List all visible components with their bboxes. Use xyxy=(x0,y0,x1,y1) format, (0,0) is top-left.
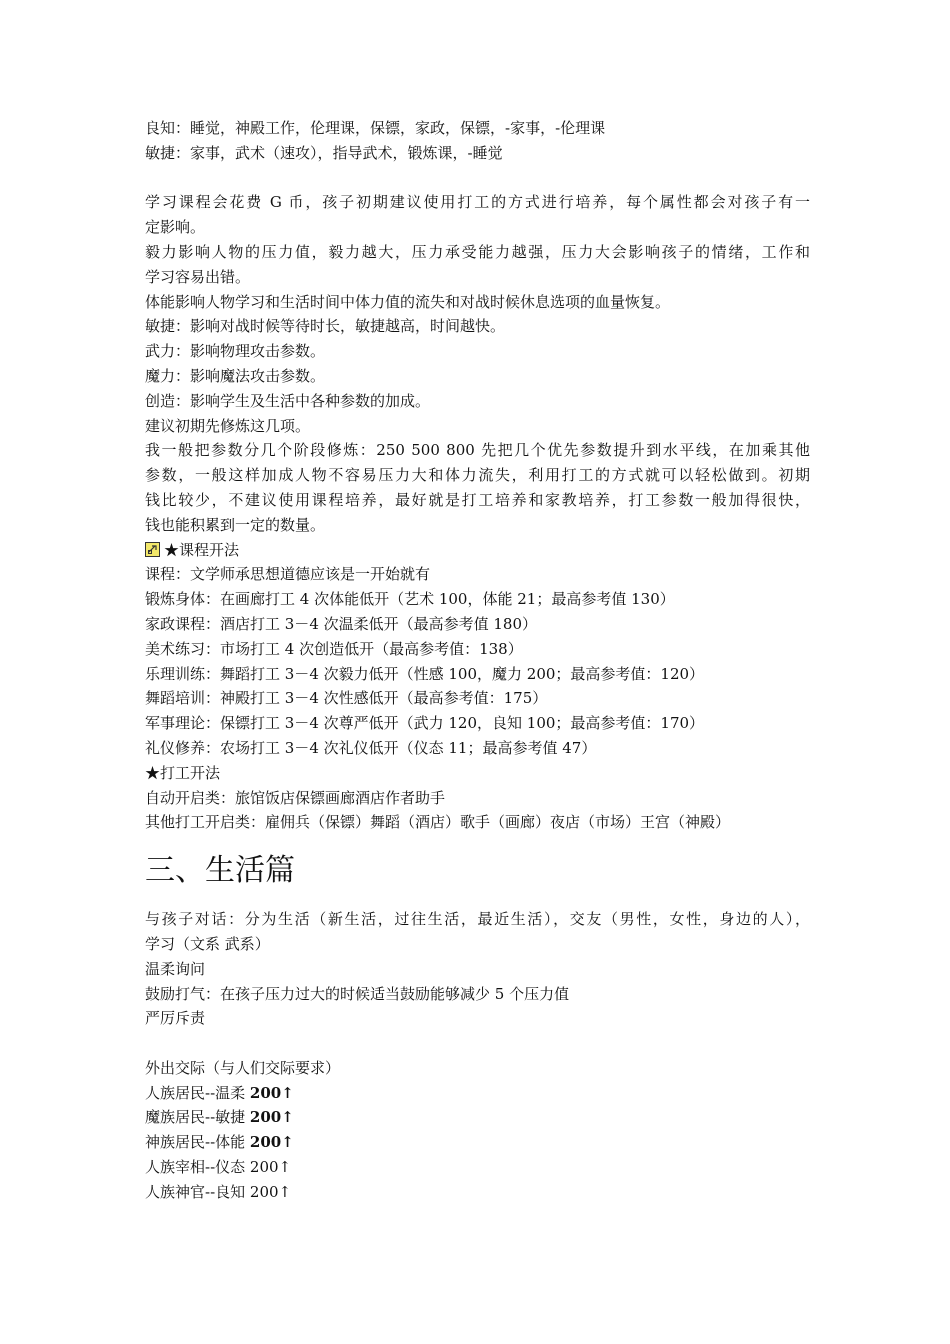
text-line: 魔力：影响魔法攻击参数。 xyxy=(145,366,326,385)
text-line: 与孩子对话：分为生活（新生活，过往生活，最近生活），交友（男性，女性，身边的人）， xyxy=(145,910,810,929)
social-line xyxy=(145,1081,810,1106)
social-who: 人族居民-- xyxy=(145,1083,216,1102)
course-line: 课程：文学师承思想道德应该是一开始就有 xyxy=(145,565,431,584)
jobs-title: ★打工开法 xyxy=(145,763,221,782)
social-who: 人族宰相-- xyxy=(145,1158,216,1177)
text-line: 鼓励打气：在孩子压力过大的时候适当鼓励能够减少 5 个压力值 xyxy=(145,984,570,1003)
course-line: 舞蹈培训：神殿打工 3－4 次性感低开（最高参考值：175） xyxy=(145,689,548,708)
social-line xyxy=(145,1105,810,1130)
text-line: 钱也能积累到一定的数量。 xyxy=(145,515,326,534)
blank-line xyxy=(145,166,810,191)
text-line: 敏捷：影响对战时候等待时长，敏捷越高，时间越快。 xyxy=(145,317,506,336)
text-line: 学习（文系 武系） xyxy=(145,934,270,953)
social-attr: 体能 xyxy=(215,1133,250,1152)
course-line: 军事理论：保镖打工 3－4 次尊严低开（武力 120，良知 100；最高参考值：170） xyxy=(145,714,705,733)
text-line: 温柔询问 xyxy=(145,959,206,978)
jobs-auto-line: 自动开启类：旅馆饭店保镖画廊酒店作者助手 xyxy=(145,788,446,807)
text-line: 良知：睡觉，神殿工作，伦理课，保镖，家政，保镖，-家事，-伦理课 xyxy=(145,119,606,137)
section-heading: 三、生活篇 xyxy=(145,853,295,889)
social-attr: 敏捷 xyxy=(215,1108,250,1127)
text-line: 钱比较少，不建议使用课程培养，最好就是打工培养和家教培养，打工参数一般加得很快， xyxy=(145,490,810,509)
social-line xyxy=(145,1130,810,1155)
course-line: 美术练习：市场打工 4 次创造低开（最高参考值：138） xyxy=(145,639,523,658)
social-who: 人族神官-- xyxy=(145,1182,216,1201)
text-line: 学习容易出错。 xyxy=(145,267,251,286)
social-value: 200↑ xyxy=(249,1182,292,1201)
course-line: 乐理训练：舞蹈打工 3－4 次毅力低开（性感 100，魔力 200；最高参考值：120） xyxy=(145,664,705,683)
courses-title-row xyxy=(145,538,810,563)
course-line: 锻炼身体：在画廊打工 4 次体能低开（艺术 100，体能 21；最高参考值 130） xyxy=(145,590,675,609)
text-line: 定影响。 xyxy=(145,218,206,237)
text-line: 学习课程会花费 G 币，孩子初期建议使用打工的方式进行培养，每个属性都会对孩子有一 xyxy=(145,193,810,212)
blank-line xyxy=(145,1031,810,1056)
social-title: 外出交际（与人们交际要求） xyxy=(145,1058,341,1077)
text-line: 敏捷：家事，武术（速攻），指导武术，锻炼课，-睡觉 xyxy=(145,143,503,162)
lock-icon[interactable] xyxy=(145,542,160,557)
course-line: 家政课程：酒店打工 3－4 次温柔低开（最高参考值 180） xyxy=(145,614,538,633)
social-line xyxy=(145,1155,810,1180)
text-line: 严厉斥责 xyxy=(145,1009,206,1028)
social-attr: 温柔 xyxy=(215,1083,250,1102)
text-line: 体能影响人物学习和生活时间中体力值的流失和对战时候休息选项的血量恢复。 xyxy=(145,292,671,311)
social-value: 200↑ xyxy=(249,1108,294,1127)
text-line: 我一般把参数分几个阶段修炼：250 500 800 先把几个优先参数提升到水平线，在加乘其他 xyxy=(145,441,810,460)
courses-title: ★课程开法 xyxy=(164,540,240,559)
social-line xyxy=(145,1180,810,1205)
social-value: 200↑ xyxy=(249,1133,294,1152)
social-value: 200↑ xyxy=(249,1158,292,1177)
document-page xyxy=(145,116,810,1205)
text-line: 参数，一般这样加成人物不容易压力大和体力流失，利用打工的方式就可以轻松做到。初期 xyxy=(145,466,810,485)
social-who: 魔族居民-- xyxy=(145,1108,216,1127)
jobs-other-line: 其他打工开启类：雇佣兵（保镖）舞蹈（酒店）歌手（画廊）夜店（市场）王宫（神殿） xyxy=(145,813,731,832)
text-line: 创造：影响学生及生活中各种参数的加成。 xyxy=(145,391,431,410)
social-who: 神族居民-- xyxy=(145,1133,216,1152)
social-attr: 仪态 xyxy=(215,1158,250,1177)
text-line: 毅力影响人物的压力值，毅力越大，压力承受能力越强，压力大会影响孩子的情绪，工作和 xyxy=(145,242,810,261)
social-value: 200↑ xyxy=(249,1083,294,1102)
social-attr: 良知 xyxy=(215,1182,250,1201)
text-line: 武力：影响物理攻击参数。 xyxy=(145,342,326,361)
course-line: 礼仪修养：农场打工 3－4 次礼仪低开（仪态 11；最高参考值 47） xyxy=(145,738,597,757)
text-line: 建议初期先修炼这几项。 xyxy=(145,416,311,435)
